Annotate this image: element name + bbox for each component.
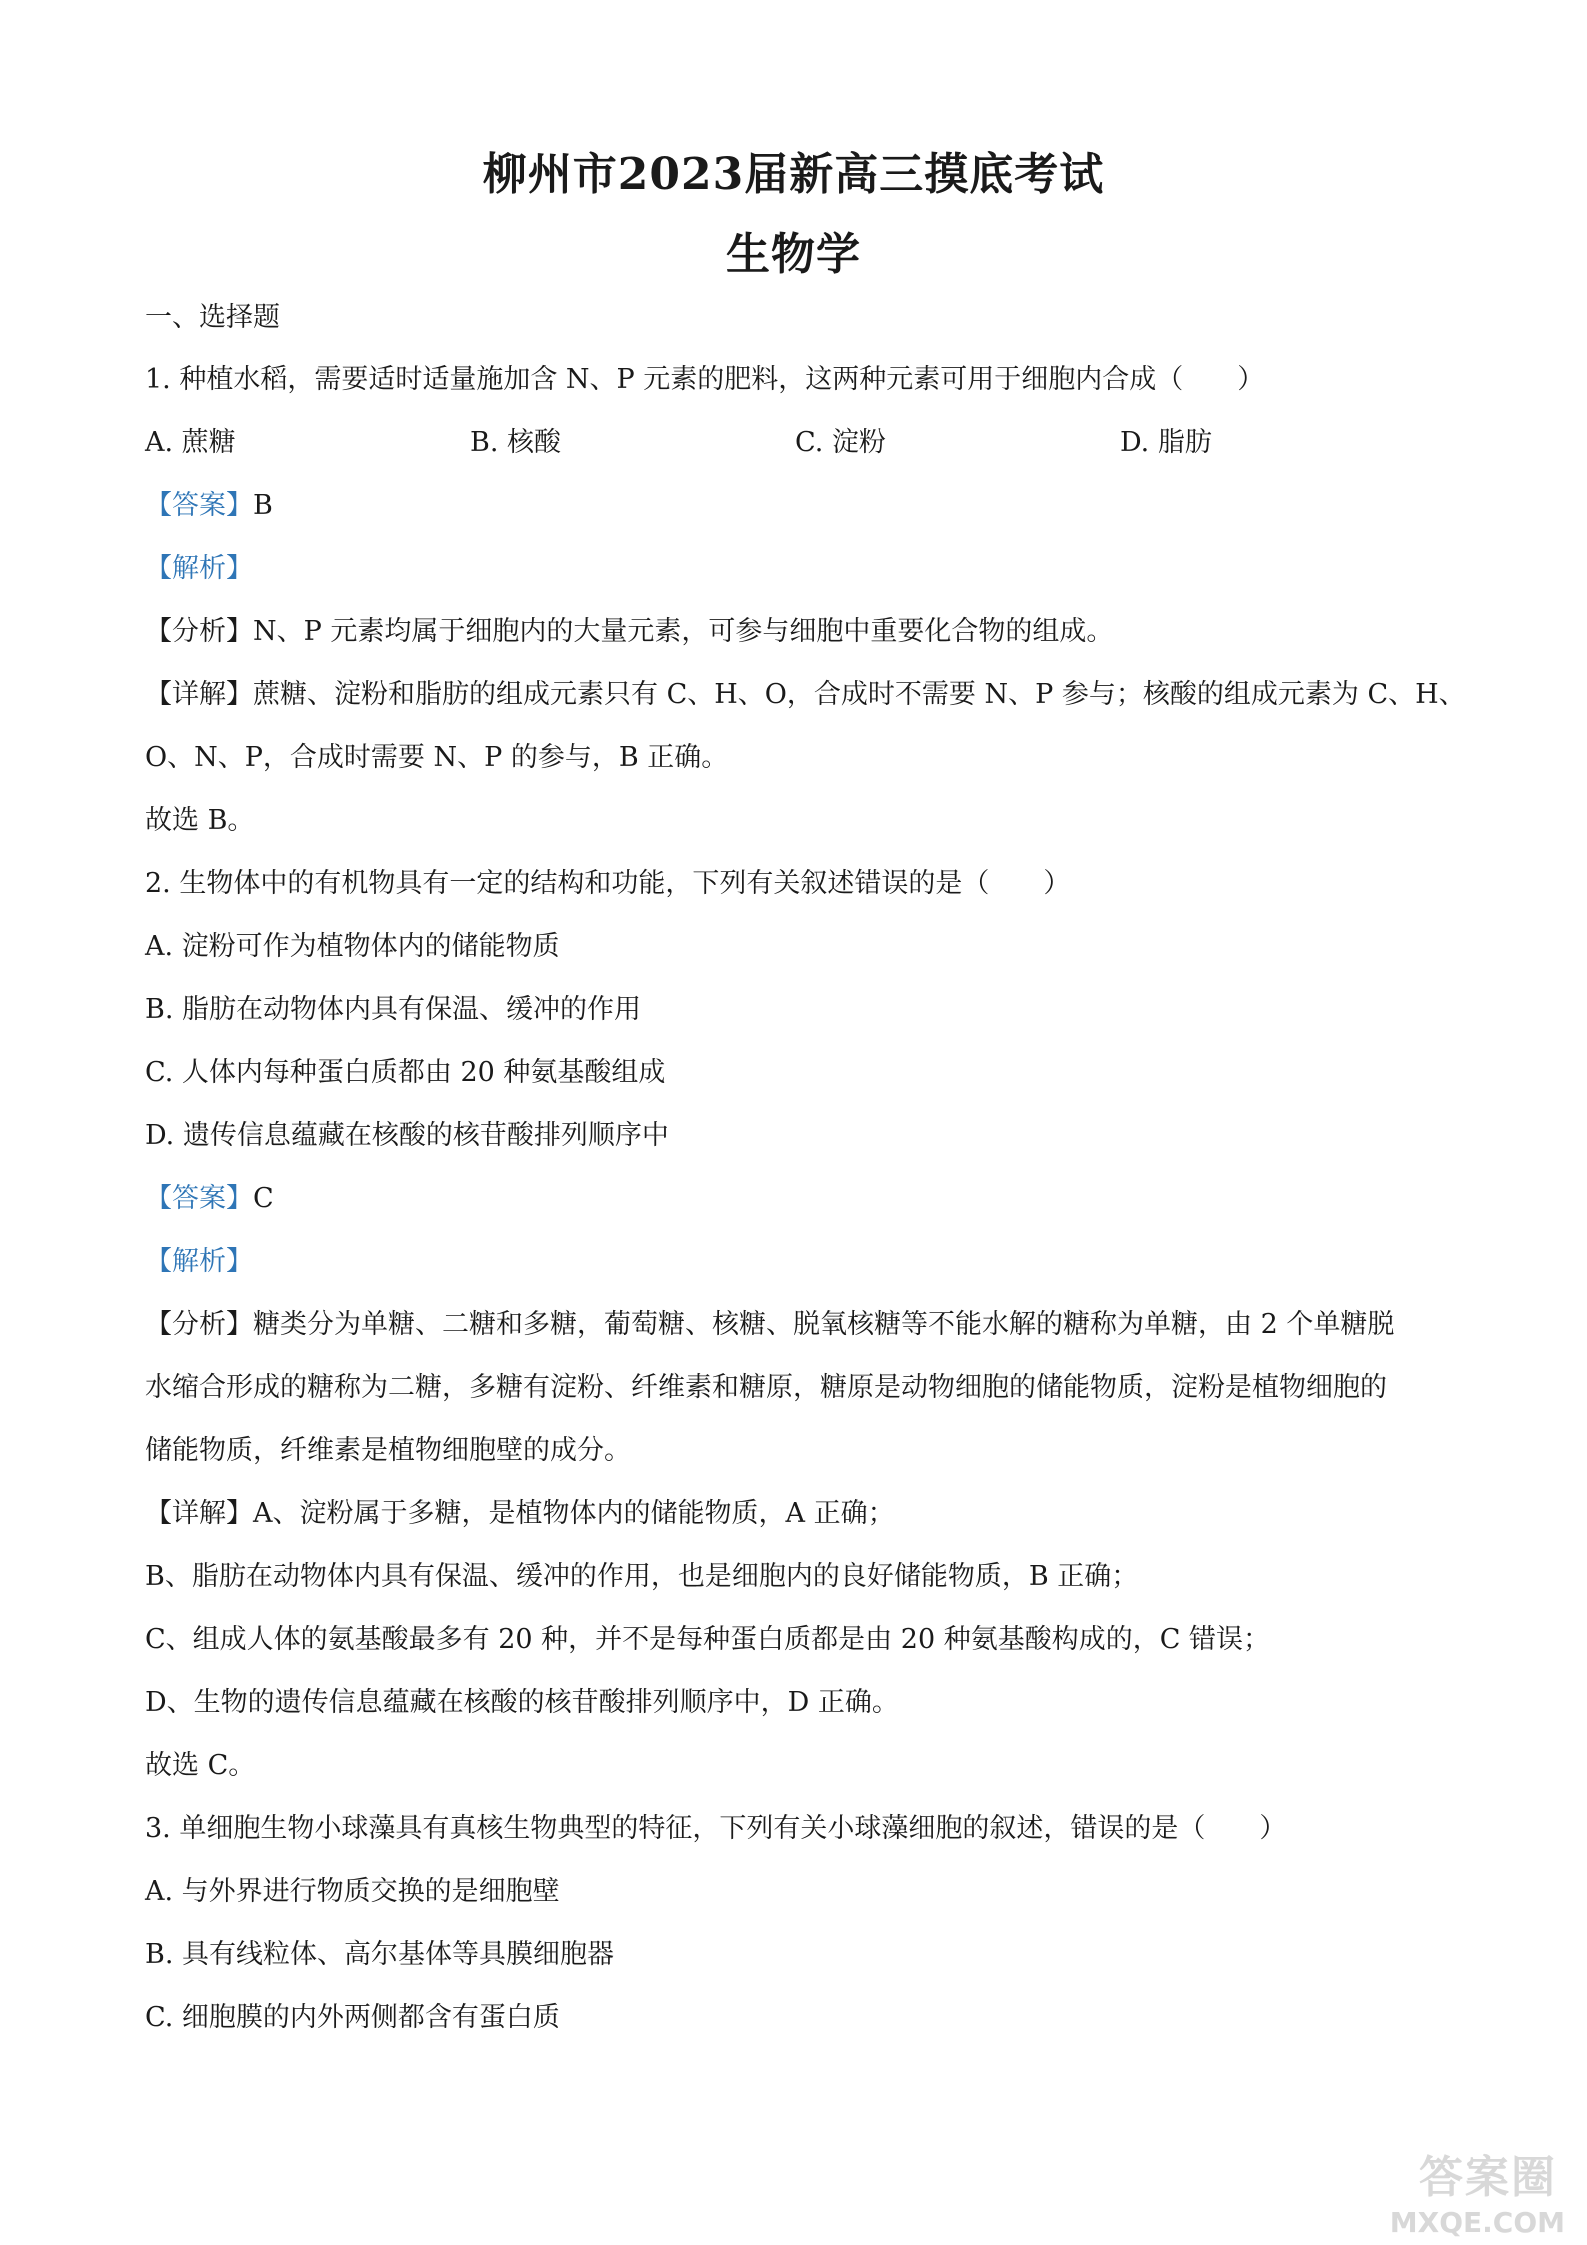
q2-xiangjie-b: B、脂肪在动物体内具有保温、缓冲的作用，也是细胞内的良好储能物质，B 正确； xyxy=(145,1561,1139,1592)
q2-fenxi-cont-1: 水缩合形成的糖称为二糖，多糖有淀粉、纤维素和糖原，糖原是动物细胞的储能物质，淀粉是植物细胞的 xyxy=(145,1372,1387,1403)
q3-option-c: C. 细胞膜的内外两侧都含有蛋白质 xyxy=(145,2002,560,2033)
answer-tag: 【答案】 xyxy=(145,490,253,521)
fenxi-text: 糖类分为单糖、二糖和多糖，葡萄糖、核糖、脱氧核糖等不能水解的糖称为单糖，由 2 个单糖脱 xyxy=(253,1309,1395,1340)
watermark-logo: 答案圈 xyxy=(1419,2152,1557,2203)
section-heading: 一、选择题 xyxy=(145,302,280,333)
exam-title: 柳州市2023届新高三摸底考试 xyxy=(482,149,1105,200)
answer-tag: 【答案】 xyxy=(145,1183,253,1214)
q2-option-b: B. 脂肪在动物体内具有保温、缓冲的作用 xyxy=(145,994,642,1025)
q2-answer xyxy=(145,1181,274,1217)
q2-fenxi-cont-2: 储能物质，纤维素是植物细胞壁的成分。 xyxy=(145,1435,631,1466)
q2-xiangjie xyxy=(145,1496,895,1532)
q1-analysis-tag: 【解析】 xyxy=(145,553,253,584)
q3-option-a: A. 与外界进行物质交换的是细胞壁 xyxy=(145,1876,560,1907)
q1-xiangjie xyxy=(145,677,1466,713)
q3-stem: 3. 单细胞生物小球藻具有真核生物典型的特征，下列有关小球藻细胞的叙述，错误的是（ ） xyxy=(145,1813,1287,1844)
q1-option-c: C. 淀粉 xyxy=(795,427,886,458)
q1-stem: 1. 种植水稻，需要适时适量施加含 N、P 元素的肥料，这两种元素可用于细胞内合成（ ） xyxy=(145,364,1265,395)
q2-option-a: A. 淀粉可作为植物体内的储能物质 xyxy=(145,931,560,962)
q2-conclusion: 故选 C。 xyxy=(145,1750,256,1781)
q1-option-d: D. 脂肪 xyxy=(1120,427,1212,458)
q2-stem: 2. 生物体中的有机物具有一定的结构和功能，下列有关叙述错误的是（ ） xyxy=(145,868,1071,899)
xiangjie-tag: 【详解】 xyxy=(145,1498,253,1529)
xiangjie-text: A、淀粉属于多糖，是植物体内的储能物质，A 正确； xyxy=(253,1498,895,1529)
q1-fenxi xyxy=(145,614,1113,650)
q1-answer xyxy=(145,488,273,524)
fenxi-tag: 【分析】 xyxy=(145,1309,253,1340)
answer-value: C xyxy=(253,1183,274,1214)
q1-xiangjie-cont: O、N、P，合成时需要 N、P 的参与，B 正确。 xyxy=(145,742,729,773)
xiangjie-tag: 【详解】 xyxy=(145,679,253,710)
q3-option-b: B. 具有线粒体、高尔基体等具膜细胞器 xyxy=(145,1939,615,1970)
q1-conclusion: 故选 B。 xyxy=(145,805,255,836)
q2-analysis-tag: 【解析】 xyxy=(145,1246,253,1277)
q2-xiangjie-d: D、生物的遗传信息蕴藏在核酸的核苷酸排列顺序中，D 正确。 xyxy=(145,1687,899,1718)
q2-xiangjie-c: C、组成人体的氨基酸最多有 20 种，并不是每种蛋白质都是由 20 种氨基酸构成的，C 错误； xyxy=(145,1624,1270,1655)
fenxi-tag: 【分析】 xyxy=(145,616,253,647)
q1-option-a: A. 蔗糖 xyxy=(145,427,236,458)
xiangjie-text: 蔗糖、淀粉和脂肪的组成元素只有 C、H、O，合成时不需要 N、P 参与；核酸的组成元素为 C、H、 xyxy=(253,679,1466,710)
fenxi-text: N、P 元素均属于细胞内的大量元素，可参与细胞中重要化合物的组成。 xyxy=(253,616,1114,647)
q2-option-c: C. 人体内每种蛋白质都由 20 种氨基酸组成 xyxy=(145,1057,666,1088)
q2-option-d: D. 遗传信息蕴藏在核酸的核苷酸排列顺序中 xyxy=(145,1120,669,1151)
q1-option-b: B. 核酸 xyxy=(470,427,562,458)
watermark-url: MXQE.COM xyxy=(1389,2206,1565,2239)
answer-value: B xyxy=(253,490,273,521)
q2-fenxi xyxy=(145,1307,1394,1343)
subject-title: 生物学 xyxy=(726,229,861,280)
